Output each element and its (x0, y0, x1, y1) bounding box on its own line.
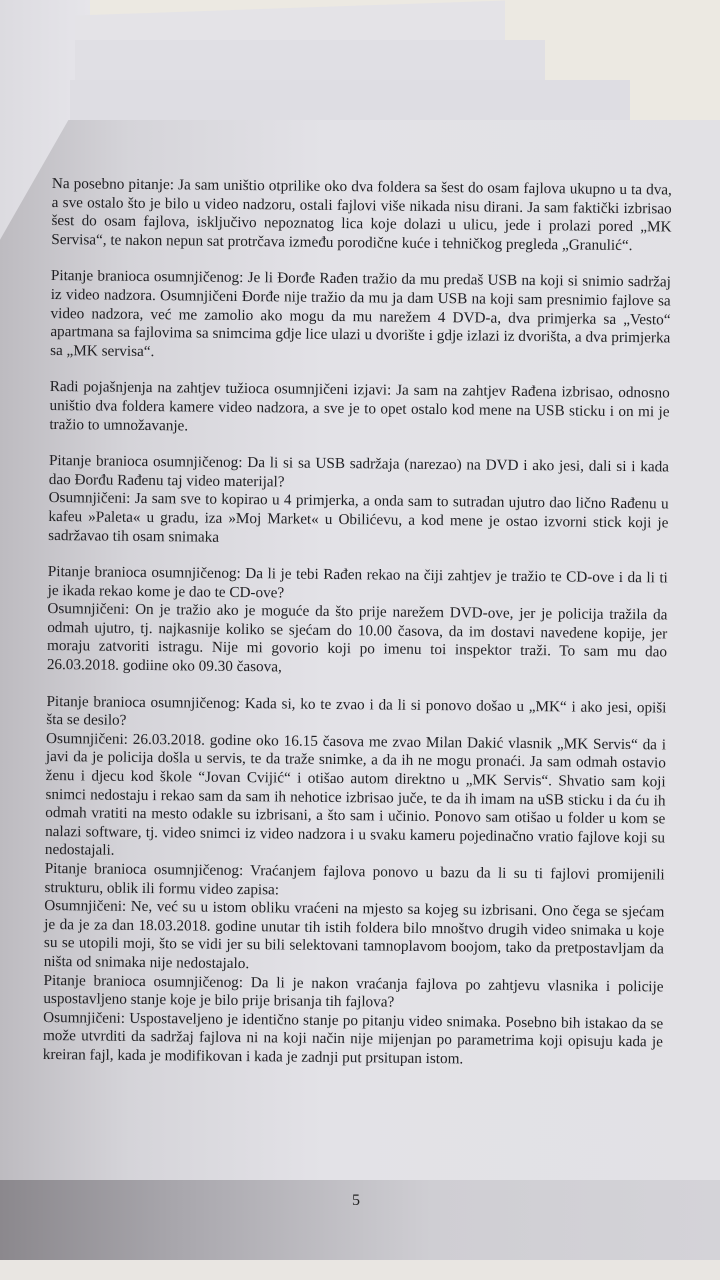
defense-question: Pitanje branioca osumnjičenog: Da li si sa USB sadržaja (narezao) na DVD i ako jesi, dali si i kada dao Đorđu Rađenu taj video materijal? (48, 452, 670, 491)
paragraph-defense-question-usb: Pitanje branioca osumnjičenog: Je li Đorđe Rađen tražio da mu predaš USB na koji si snimio sadržaj iz video nadzora. Osumnjičeni Đorđe nije tražio da mu ja dam USB na koji sam presnimio fajlove sa video nadzora, već me zamolio ako mogu da mu narežem 4 DVD-a, dva primjerka sa „Vesto“ apartmana sa fajlovima sa snimcima gdje lice ulazi u dvorište i gdje izlazi iz dvorišta, a dva primjerka sa „MK servisa“. (50, 267, 671, 360)
suspect-answer: Osumnjičeni: Ja sam sve to kopirao u 4 primjerka, a onda sam to sutradan ujutro dao lično Rađenu u kafeu »Paleta« u gradu, iza »Moj Market« u Obilićevu, a kod mene je ostao izvorni stick koji je sadržavao tih osam snimaka (48, 489, 669, 546)
document-body (43, 175, 672, 1071)
defense-question: Pitanje branioca osumnjičenog: Da li je tebi Rađen rekao na čiji zahtjev je tražio te CD-ove i da li ti je ikada rekao kome je dao te CD-ove? (47, 563, 668, 602)
paragraph-prosecutor-clarification: Radi pojašnjenja na zahtjev tužioca osumnjičeni izjavi: Ja sam na zahtjev Rađena izbrisao, odnosno uništio dva foldera kamere video nadzora, a sve je to opet ostalo kod mene na USB sticku i on mi je tražio to umnožavanje. (49, 378, 670, 434)
suspect-answer: Osumnjičeni: Uspostaveljeno je identično stanje po pitanju video snimaka. Posebno bih istakao da se može utvrditi da sadržaj fajlova ni na koji način nije mijenjan po parametrima koji opisuju kada je kreiran fajl, kada je modifikovan i kada je zadnji put prsitupan istom. (42, 1008, 664, 1068)
defense-question: Pitanje branioca osumnjičenog: Da li je nakon vraćanja fajlova po zahtjevu vlasnika i policije uspostavljeno stanje koje je bilo prije brisanja tih fajlova? (43, 971, 664, 1011)
paragraph-special-question: Na posebno pitanje: Ja sam uništio otprilike oko dva foldera sa šest do osam fajlova ukupno u ta dva, a sve ostalo što je bilo u video nadzoru, ostali fajlovi više nikada nisu dirani. Ja sam faktički izbrisao šest do osam fajlova, isključivo nepoznatog lica koje dolazi u ulicu, jede i prolazi pored „MK Servisa“, te nakon nepun sat protrčava između porodične kuće i tehničkog pregleda „Granulić“. (51, 175, 672, 254)
defense-question: Pitanje branioca osumnjičenog: Kada si, ko te zvao i da li si ponovo došao u „MK“ i ako jesi, opiši šta se desilo? (46, 692, 667, 730)
table-surface (0, 1260, 720, 1280)
suspect-answer: Osumnjičeni: Ne, već su u istom obliku vraćeni na mjesto sa kojeg su izbrisani. Ono čega se sjećam je da je za dan 18.03.2018. godine unutar tih istih foldera bilo mnoštvo drugih video snimaka u koje su se utopili moji, što se vidi jer su bili selektovani tamnoplavom boojom, tako da pretpostavljam da ništa od snimaka nije nedostajalo. (43, 897, 665, 973)
qa-block-cd-request (47, 563, 668, 681)
suspect-answer: Osumnjičeni: 26.03.2018. godine oko 16.15 časova me zvao Milan Dakić vlasnik „MK Servis“ da i javi da je policija došla u servis, te da traže snimke, a da ih ne mogu pronaći. Ja sam odmah ostavio ženu i djecu kod škole “Jovan Cvijić“ i otišao autom direktno u „MK Servis“. Shvatio sam koji snimci nedostaju i rekao sam da sam ih nehotice izbrisao juče, te da ih imam na uSB sticku i da ću ih odmah vratiti na mesto odakle su izbrisani, a što sam i učinio. Ponovo sam otišao u folder u kom se nalazi software, tj. video snimci iz video nadzora i u svaku kameru pojedinačno vratio fajlove koji su nedostajali. (44, 729, 667, 860)
page-number: 5 (352, 1192, 360, 1209)
defense-question: Pitanje branioca osumnjičenog: Vraćanjem fajlova ponovo u bazu da li su ti fajlovi promijenili strukturu, oblik ili formu video zapisa: (44, 859, 665, 899)
qa-block-mk-visit (43, 693, 667, 1071)
qa-block-dvd (48, 452, 669, 551)
page-bottom-shadow (0, 1180, 720, 1260)
suspect-answer: Osumnjičeni: On je tražio ako je moguće da što prije narežem DVD-ove, jer je policija tražila da odmah ujutro, tj. najkasnije koliko se sjećam do 10.00 časova, da im dostavi navedene kopije, jer moraju zatvoriti istragu. Nije mi govorio koji po imenu toi inspektor traži. To sam mu dao 26.03.2018. godiine oko 09.30 časova, (46, 600, 668, 676)
